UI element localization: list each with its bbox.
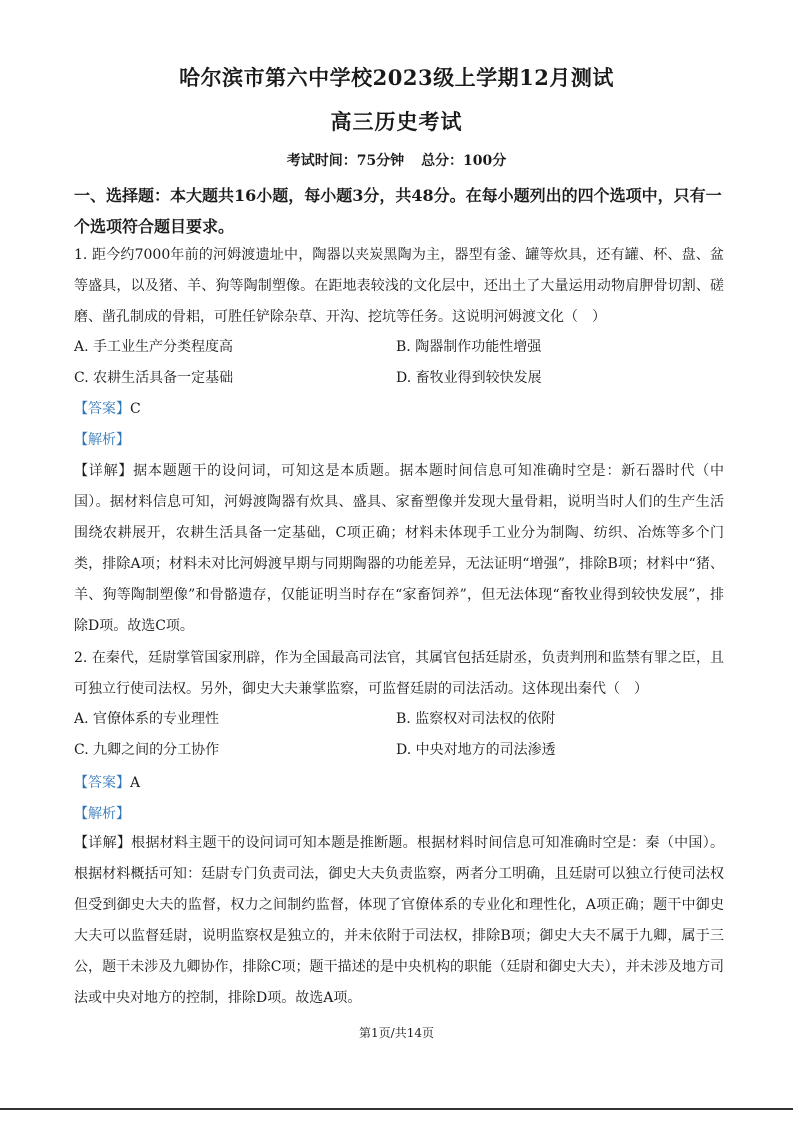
detail-label: 【详解】 — [74, 835, 132, 851]
option-d: D. 中央对地方的司法渗透 — [396, 742, 556, 758]
answer-value: A — [130, 775, 141, 791]
question-1-answer — [74, 398, 141, 418]
exam-title: 哈尔滨市第六中学校2023级上学期12月测试 — [179, 65, 614, 90]
exam-time: 考试时间：75分钟 — [286, 153, 405, 169]
question-1-stem: 1. 距今约7000年前的河姆渡遗址中，陶器以夹炭黑陶为主，器型有釜、罐等炊具，还有罐、杯、盘、盆等盛具，以及猪、羊、狗等陶制塑像。在距地表较浅的文化层中，还出土了大量运用动物肩胛骨切割、磋磨、凿孔制成的骨耜，可胜任铲除杂草、开沟、挖坑等任务。这说明河姆渡文化（ ） — [74, 247, 724, 325]
option-a: A. 官僚体系的专业理性 — [74, 711, 220, 727]
question-1-detail — [74, 456, 724, 642]
option-c: C. 九卿之间的分工协作 — [74, 742, 220, 758]
option-a: A. 手工业生产分类程度高 — [74, 339, 234, 355]
detail-text: 据本题题干的设问词，可知这是本质题。据本题时间信息可知准确时空是：新石器时代（中国）。据材料信息可知，河姆渡陶器有炊具、盛具、家畜塑像并发现大量骨耜，说明当时人们的生产生活围绕农耕展开，农耕生活具备一定基础，C项正确；材料未体现手工业分为制陶、纺织、冶炼等多个门类，排除A项；材料未对比河姆渡早期与同期陶器的功能差异，无法证明“增强”，排除B项；材料中“猪、羊、狗等陶制塑像”和骨骼遗存，仅能证明当时存在“家畜饲养”，但无法体现“畜牧业得到较快发展”，排除D项。故选C项。 — [74, 463, 725, 634]
exam-meta — [0, 150, 793, 170]
answer-value: C — [130, 401, 141, 417]
section-heading: 一、选择题：本大题共16小题，每小题3分，共48分。在每小题列出的四个选项中，只有一个选项符合题目要求。 — [74, 186, 722, 236]
detail-text: 根据材料主题干的设问词可知本题是推断题。根据材料时间信息可知准确时空是：秦（中国）。根据材料概括可知：廷尉专门负责司法，御史大夫负责监察，两者分工明确，且廷尉可以独立行使司法权但受到御史大夫的监督，权力之间制约监督，体现了官僚体系的专业化和理性化，A项正确；题干中御史大夫可以监督廷尉，说明监察权是独立的，并未依附于司法权，排除B项；御史大夫不属于九卿，属于三公，题干未涉及九卿协作，排除C项；题干描述的是中央机构的职能（廷尉和御史大夫），并未涉及地方司法或中央对地方的控制，排除D项。故选A项。 — [74, 835, 724, 1006]
option-b: B. 监察权对司法权的依附 — [396, 711, 556, 727]
bottom-rule — [0, 1108, 793, 1110]
question-1-analysis-label: 【解析】 — [74, 432, 130, 448]
question-2-detail — [74, 828, 724, 1014]
answer-label: 【答案】 — [74, 775, 130, 791]
question-2-answer — [74, 772, 140, 792]
detail-label: 【详解】 — [74, 463, 134, 479]
exam-subtitle: 高三历史考试 — [330, 109, 463, 134]
option-b: B. 陶器制作功能性增强 — [396, 339, 542, 355]
answer-label: 【答案】 — [74, 401, 130, 417]
question-2-stem: 2. 在秦代，廷尉掌管国家刑辟，作为全国最高司法官，其属官包括廷尉丞，负责判刑和监禁有罪之臣，且可独立行使司法权。另外，御史大夫兼掌监察，可监督廷尉的司法活动。这体现出秦代（ ） — [74, 650, 724, 697]
total-score: 总分：100分 — [421, 153, 507, 169]
question-2-analysis-label: 【解析】 — [74, 806, 130, 822]
page-number: 第1页/共14页 — [359, 1026, 434, 1040]
option-c: C. 农耕生活具备一定基础 — [74, 370, 234, 386]
option-d: D. 畜牧业得到较快发展 — [396, 370, 542, 386]
